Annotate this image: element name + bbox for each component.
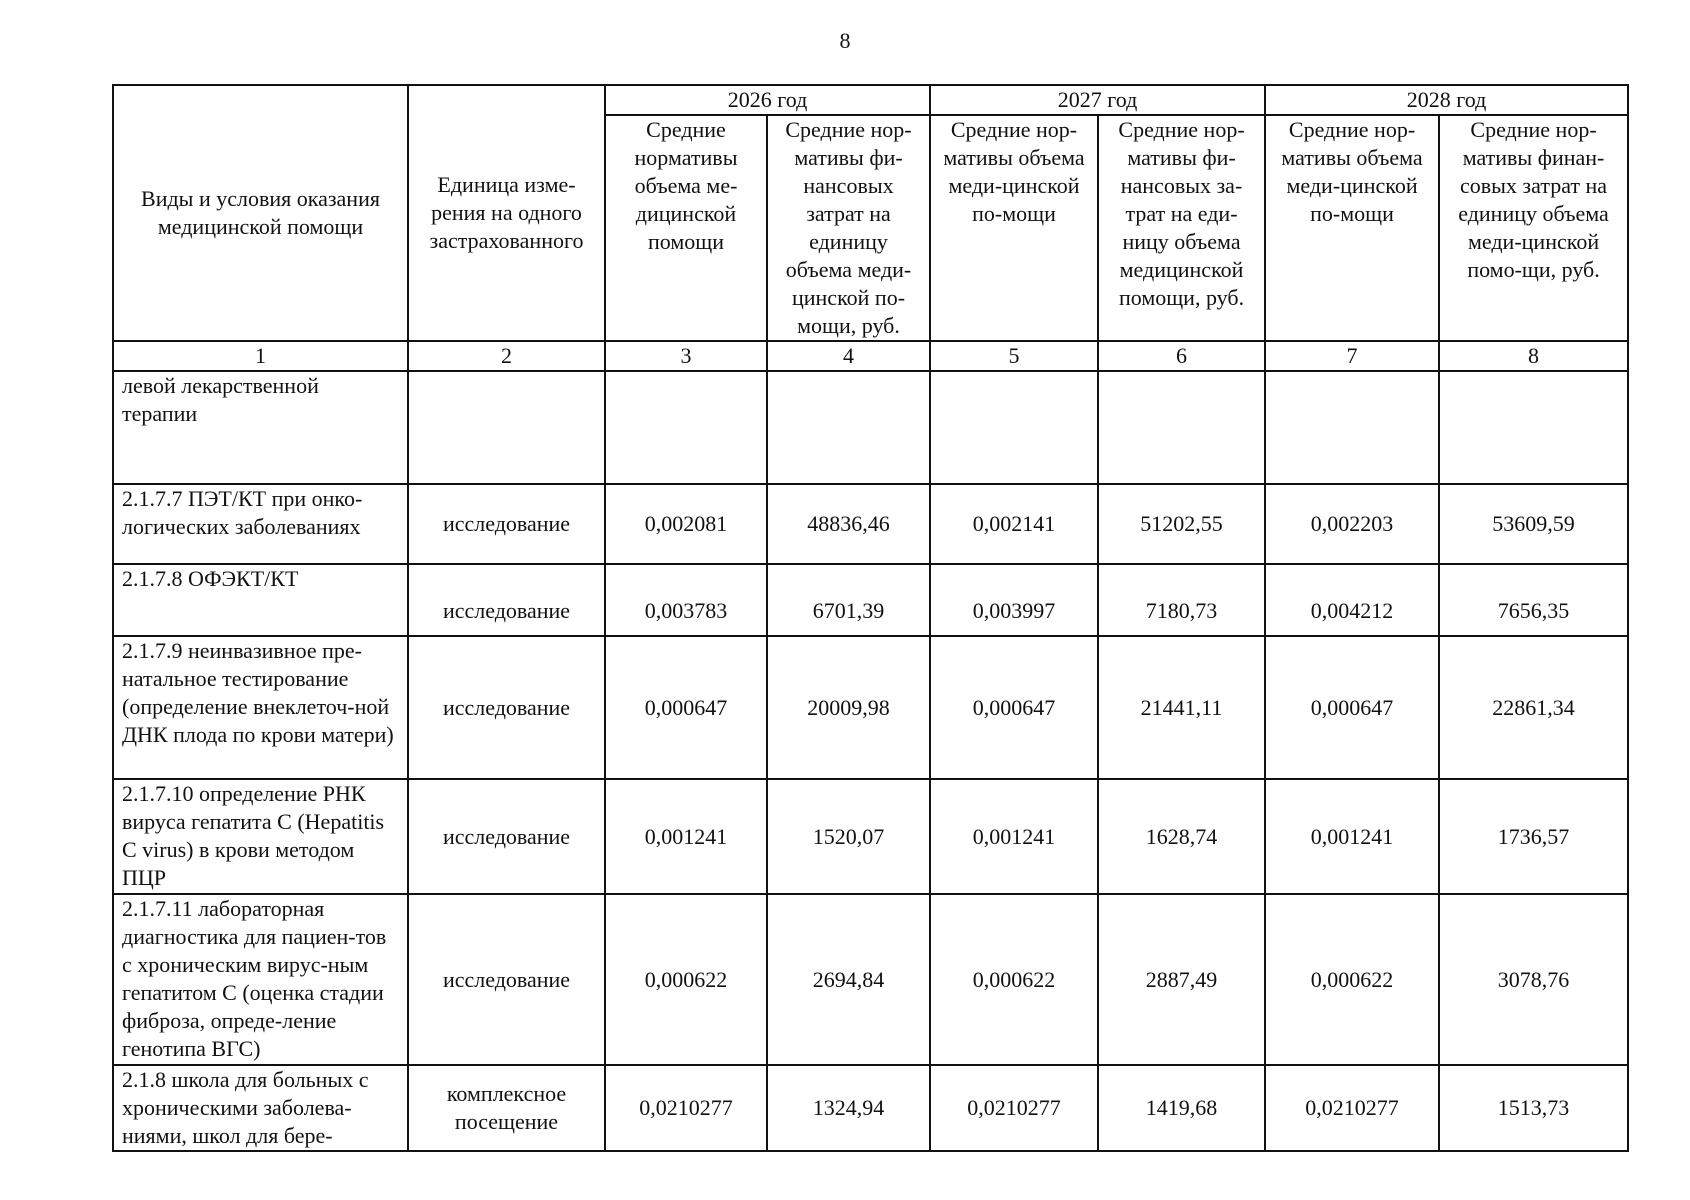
table-row (113, 484, 1628, 564)
row-service-name: 2.1.8 школа для больных с хроническими заболева-ниями, школ для бере- (113, 1065, 408, 1151)
row-value: 3078,76 (1439, 894, 1628, 1065)
row-value: 53609,59 (1439, 484, 1628, 564)
table-row (113, 371, 1628, 484)
norms-table (112, 84, 1629, 1152)
row-service-name: 2.1.7.9 неинвазивное пре-натальное тестирование (определение внеклеточ-ной ДНК плода по крови матери) (113, 636, 408, 779)
row-value: 1324,94 (767, 1065, 930, 1151)
column-number: 1 (113, 341, 408, 371)
row-unit: исследование (408, 564, 605, 636)
header-col-unit: Единица изме-рения на одного застрахованного (408, 85, 605, 341)
row-unit (408, 371, 605, 484)
row-value: 1628,74 (1098, 779, 1265, 894)
row-value: 0,000622 (1265, 894, 1439, 1065)
row-value: 0,002081 (605, 484, 767, 564)
row-value: 0,0210277 (605, 1065, 767, 1151)
header-year-2026: 2026 год (605, 85, 930, 115)
row-value: 0,002203 (1265, 484, 1439, 564)
row-unit: исследование (408, 484, 605, 564)
row-service-name: левой лекарственной терапии (113, 371, 408, 484)
row-value: 1520,07 (767, 779, 930, 894)
header-sub-cost-2027: Средние нор-мативы фи-нансовых за-трат на еди-ницу объема медицинской помощи, руб. (1098, 115, 1265, 341)
column-number: 7 (1265, 341, 1439, 371)
row-value: 0,003997 (930, 564, 1098, 636)
row-service-name: 2.1.7.11 лабораторная диагностика для пациен-тов с хроническим вирус-ным гепатитом С (оценка стадии фиброза, опреде-ление генотипа ВГС) (113, 894, 408, 1065)
row-value: 0,004212 (1265, 564, 1439, 636)
row-unit: исследование (408, 779, 605, 894)
row-value: 7180,73 (1098, 564, 1265, 636)
row-unit: исследование (408, 636, 605, 779)
header-year-2027: 2027 год (930, 85, 1265, 115)
column-number: 2 (408, 341, 605, 371)
row-value: 22861,34 (1439, 636, 1628, 779)
column-number: 3 (605, 341, 767, 371)
row-value: 0,000622 (605, 894, 767, 1065)
header-col-services: Виды и условия оказания медицинской помощи (113, 85, 408, 341)
row-value: 0,000647 (930, 636, 1098, 779)
table-row (113, 636, 1628, 779)
row-value: 0,001241 (930, 779, 1098, 894)
row-value (767, 371, 930, 484)
row-service-name: 2.1.7.8 ОФЭКТ/КТ (113, 564, 408, 636)
row-value: 21441,11 (1098, 636, 1265, 779)
row-value: 6701,39 (767, 564, 930, 636)
row-value: 7656,35 (1439, 564, 1628, 636)
header-year-2028: 2028 год (1265, 85, 1628, 115)
row-value: 2887,49 (1098, 894, 1265, 1065)
row-value: 1419,68 (1098, 1065, 1265, 1151)
header-sub-cost-2028: Средние нор-мативы финан-совых затрат на единицу объема меди-цинской помо-щи, руб. (1439, 115, 1628, 341)
row-value: 0,000647 (605, 636, 767, 779)
row-value (1265, 371, 1439, 484)
column-number: 8 (1439, 341, 1628, 371)
row-service-name: 2.1.7.10 определение РНК вируса гепатита С (Hepatitis C virus) в крови методом ПЦР (113, 779, 408, 894)
header-sub-volume-2028: Средние нор-мативы объема меди-цинской по-мощи (1265, 115, 1439, 341)
row-value: 0,0210277 (930, 1065, 1098, 1151)
row-value: 1736,57 (1439, 779, 1628, 894)
row-value: 51202,55 (1098, 484, 1265, 564)
row-value: 1513,73 (1439, 1065, 1628, 1151)
row-value: 0,001241 (605, 779, 767, 894)
row-value: 0,0210277 (1265, 1065, 1439, 1151)
row-value (605, 371, 767, 484)
table-row (113, 779, 1628, 894)
row-value (1439, 371, 1628, 484)
row-unit: исследование (408, 894, 605, 1065)
column-number: 5 (930, 341, 1098, 371)
page-number: 8 (839, 28, 851, 53)
row-service-name: 2.1.7.7 ПЭТ/КТ при онко-логических заболеваниях (113, 484, 408, 564)
table-row (113, 1065, 1628, 1151)
row-value: 0,001241 (1265, 779, 1439, 894)
row-value: 0,000647 (1265, 636, 1439, 779)
table-row (113, 564, 1628, 636)
column-number: 6 (1098, 341, 1265, 371)
header-sub-volume-2027: Средние нор-мативы объема меди-цинской по-мощи (930, 115, 1098, 341)
row-value: 0,003783 (605, 564, 767, 636)
row-value (1098, 371, 1265, 484)
table-row (113, 894, 1628, 1065)
row-value: 0,002141 (930, 484, 1098, 564)
row-value: 20009,98 (767, 636, 930, 779)
row-value: 48836,46 (767, 484, 930, 564)
header-sub-cost-2026: Средние нор-мативы фи-нансовых затрат на единицу объема меди-цинской по-мощи, руб. (767, 115, 930, 341)
row-value: 2694,84 (767, 894, 930, 1065)
row-unit: комплексное посещение (408, 1065, 605, 1151)
header-sub-volume-2026: Средние нормативы объема ме-дицинской помощи (605, 115, 767, 341)
row-value (930, 371, 1098, 484)
row-value: 0,000622 (930, 894, 1098, 1065)
column-number: 4 (767, 341, 930, 371)
